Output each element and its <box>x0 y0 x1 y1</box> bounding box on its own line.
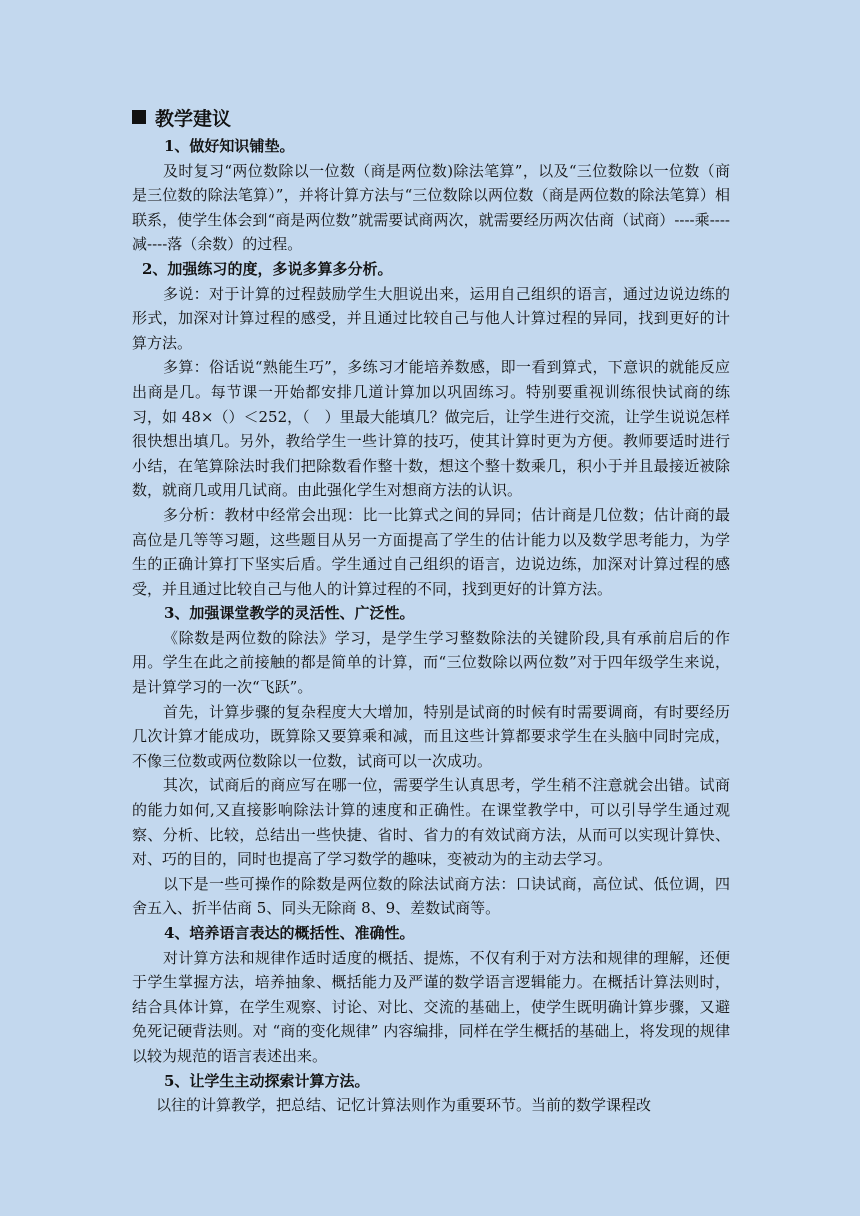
paragraph: 对计算方法和规律作适时适度的概括、提炼，不仅有利于对方法和规律的理解，还便于学生掌握方法，培养抽象、概括能力及严谨的数学语言逻辑能力。在概括计算法则时，结合具体计算，在学生观察、讨论、对比、交流的基础上，使学生既明确计算步骤，又避免死记硬背法则。对 “商的变化规律” 内容编排，同样在学生概括的基础上，将发现的规律以较为规范的语言表述出来。 <box>132 948 730 1065</box>
subheading: 3、加强课堂教学的灵活性、广泛性。 <box>164 604 415 623</box>
paragraph: 多算：俗话说“熟能生巧”，多练习才能培养数感，即一看到算式，下意识的就能反应出商是几。每节课一开始都安排几道计算加以巩固练习。特别要重视训练很快试商的练习，如 48×（）＜252，（ ）里最大能填几？做完后，让学生进行交流，让学生说说怎样很快想出填几。另外，教给学生一些计算的技巧，使其计算时更为方便。教师要适时进行小结，在笔算除法时我们把除数看作整十数，想这个整十数乘几，积小于并且最接近被除数，就商几或用几试商。由此强化学生对想商方法的认识。 <box>132 358 730 500</box>
paragraph: 《除数是两位数的除法》学习，是学生学习整数除法的关键阶段,具有承前启后的作用。学生在此之前接触的都是简单的计算，而“三位数除以两位数”对于四年级学生来说，是计算学习的一次“飞跃”。 <box>132 628 730 697</box>
section-title: 教学建议 <box>155 107 232 130</box>
subheading: 4、培养语言表达的概括性、准确性。 <box>164 924 415 942</box>
subheading: 5、让学生主动探索计算方法。 <box>164 1071 370 1090</box>
subheading: 2、加强练习的度，多说多算多分析。 <box>142 259 393 278</box>
subheading: 1、做好知识铺垫。 <box>164 137 295 155</box>
paragraph: 首先，计算步骤的复杂程度大大增加，特别是试商的时候有时需要调商，有时要经历几次计算才能成功，既算除又要算乘和减，而且这些计算都要求学生在头脑中同时完成，不像三位数或两位数除以一位数，试商可以一次成功。 <box>132 702 730 770</box>
paragraph: 以下是一些可操作的除数是两位数的除法试商方法：口诀试商，高位试、低位调，四舍五入、折半估商 5、同头无除商 8、9、差数试商等。 <box>132 874 730 918</box>
paragraph: 以往的计算教学，把总结、记忆计算法则作为重要环节。当前的数学课程改 <box>156 1096 652 1115</box>
paragraph: 及时复习“两位数除以一位数（商是两位数)除法笔算”，以及“三位数除以一位数（商是三位数的除法笔算）”，并将计算方法与“三位数除以两位数（商是两位数的除法笔算）相联系，使学生体会到“商是两位数”就需要试商两次，就需要经历两次估商（试商）----乘----减----落（余数）的过程。 <box>132 161 730 254</box>
paragraph: 多说：对于计算的过程鼓励学生大胆说出来，运用自己组织的语言，通过边说边练的形式，加深对计算过程的感受，并且通过比较自己与他人计算过程的异同，找到更好的计算方法。 <box>132 284 730 352</box>
document-body <box>132 134 730 1118</box>
section-heading <box>132 102 730 132</box>
paragraph: 其次，试商后的商应写在哪一位，需要学生认真思考，学生稍不注意就会出错。试商的能力如何,又直接影响除法计算的速度和正确性。在课堂教学中，可以引导学生通过观察、分析、比较，总结出一些快捷、省时、省力的有效试商方法，从而可以实现计算快、对、巧的目的，同时也提高了学习数学的趣味，变被动为的主动去学习。 <box>132 776 730 869</box>
paragraph: 多分析：教材中经常会出现：比一比算式之间的异同；估计商是几位数；估计商的最高位是几等等习题，这些题目从另一方面提高了学生的估计能力以及数学思考能力，为学生的正确计算打下坚实后盾。学生通过自己组织的语言，边说边练，加深对计算过程的感受，并且通过比较自己与他人的计算过程的不同，找到更好的计算方法。 <box>132 505 730 598</box>
square-bullet-icon <box>132 110 146 124</box>
